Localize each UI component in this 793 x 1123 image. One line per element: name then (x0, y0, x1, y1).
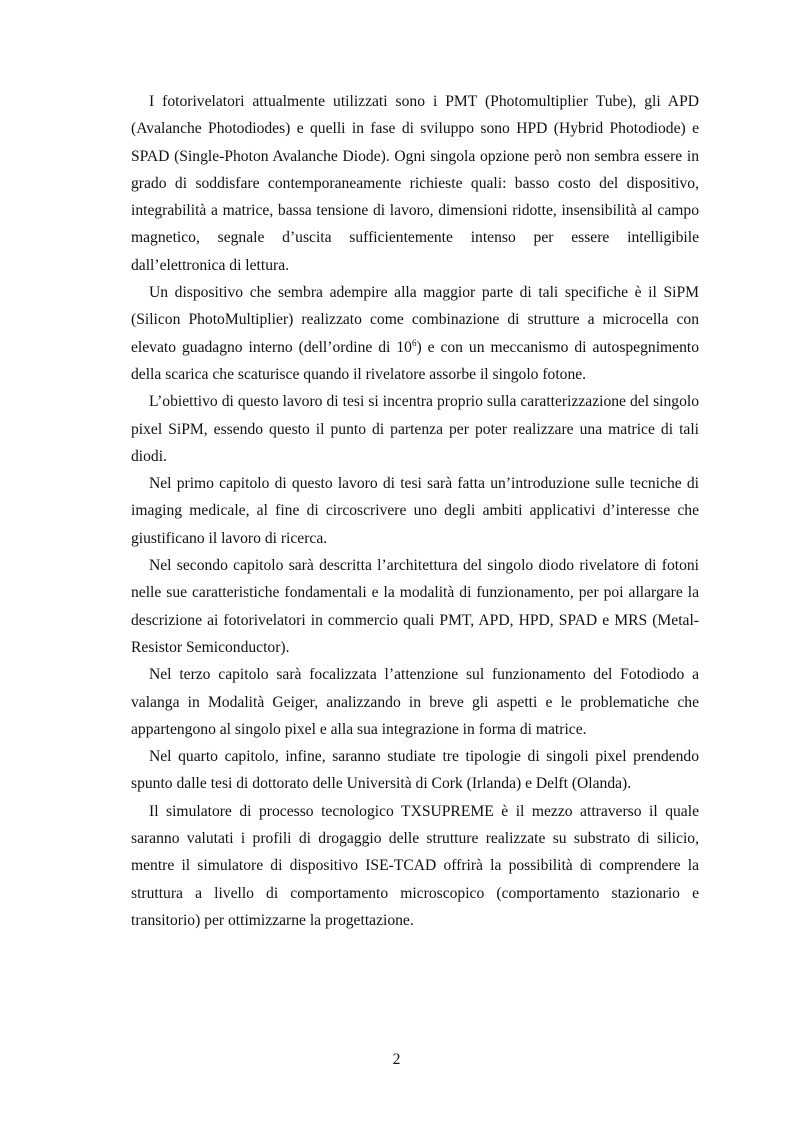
sipm-text-after: ) e con un meccanismo di autospegnimento della scarica che scaturisce quando il rivelatore assorbe il singolo fotone. (131, 338, 700, 383)
paragraph-photodetectors: I fotorivelatori attualmente utilizzati sono i PMT (Photomultiplier Tube), gli APD (Avalanche Photodiodes) e quelli in fase di sviluppo sono HPD (Hybrid Photodiode) e SPAD (Single-Photon Avalanche Diode). Ogni singola opzione però non sembra essere in grado di soddisfare contemporaneamente richieste quali: basso costo del dispositivo, integrabilità a matrice, bassa tensione di lavoro, dimensioni ridotte, insensibilità al campo magnetico, segnale d’uscita sufficientemente intenso per essere intelligibile dall’elettronica di lettura. (131, 93, 699, 274)
paragraph-chapter-two: Nel secondo capitolo sarà descritta l’architettura del singolo diodo rivelatore di fotoni nelle sue caratteristiche fondamentali e la modalità di funzionamento, per poi allargare la descrizione ai fotorivelatori in commercio quali PMT, APD, HPD, SPAD e MRS (Metal-Resistor Semiconductor). (131, 557, 699, 656)
sipm-text-before: Un dispositivo che sembra adempire alla maggior parte di tali specifiche è il SiPM (Silicon PhotoMultiplier) realizzato come combinazione di strutture a microcella con elevato guadagno interno (dell’ordine di 10 (131, 284, 699, 356)
paragraph-simulators: Il simulatore di processo tecnologico TXSUPREME è il mezzo attraverso il quale saranno valutati i profili di drogaggio delle strutture realizzate su substrato di silicio, mentre il simulatore di dispositivo ISE-TCAD offrirà la possibilità di comprendere la struttura a livello di comportamento microscopico (comportamento stazionario e transitorio) per ottimizzarne la progettazione. (131, 802, 699, 929)
gain-exponent: 6 (411, 337, 417, 348)
paragraph-objective: L’obiettivo di questo lavoro di tesi si incentra proprio sulla caratterizzazione del singolo pixel SiPM, essendo questo il punto di partenza per poter realizzare una matrice di tali diodi. (131, 393, 699, 465)
paragraph-chapter-four: Nel quarto capitolo, infine, saranno studiate tre tipologie di singoli pixel prendendo spunto dalle tesi di dottorato delle Università di Cork (Irlanda) e Delft (Olanda). (131, 748, 699, 793)
page-body (131, 88, 699, 934)
page-number: 2 (392, 1051, 401, 1068)
paragraph-sipm (131, 279, 699, 388)
paragraph-chapter-one: Nel primo capitolo di questo lavoro di tesi sarà fatta un’introduzione sulle tecniche di imaging medicale, al fine di circoscrivere uno degli ambiti applicativi d’interesse che giustificano il lavoro di ricerca. (131, 475, 699, 547)
paragraph-chapter-three: Nel terzo capitolo sarà focalizzata l’attenzione sul funzionamento del Fotodiodo a valanga in Modalità Geiger, analizzando in breve gli aspetti e le problematiche che appartengono al singolo pixel e alla sua integrazione in forma di matrice. (131, 666, 699, 738)
